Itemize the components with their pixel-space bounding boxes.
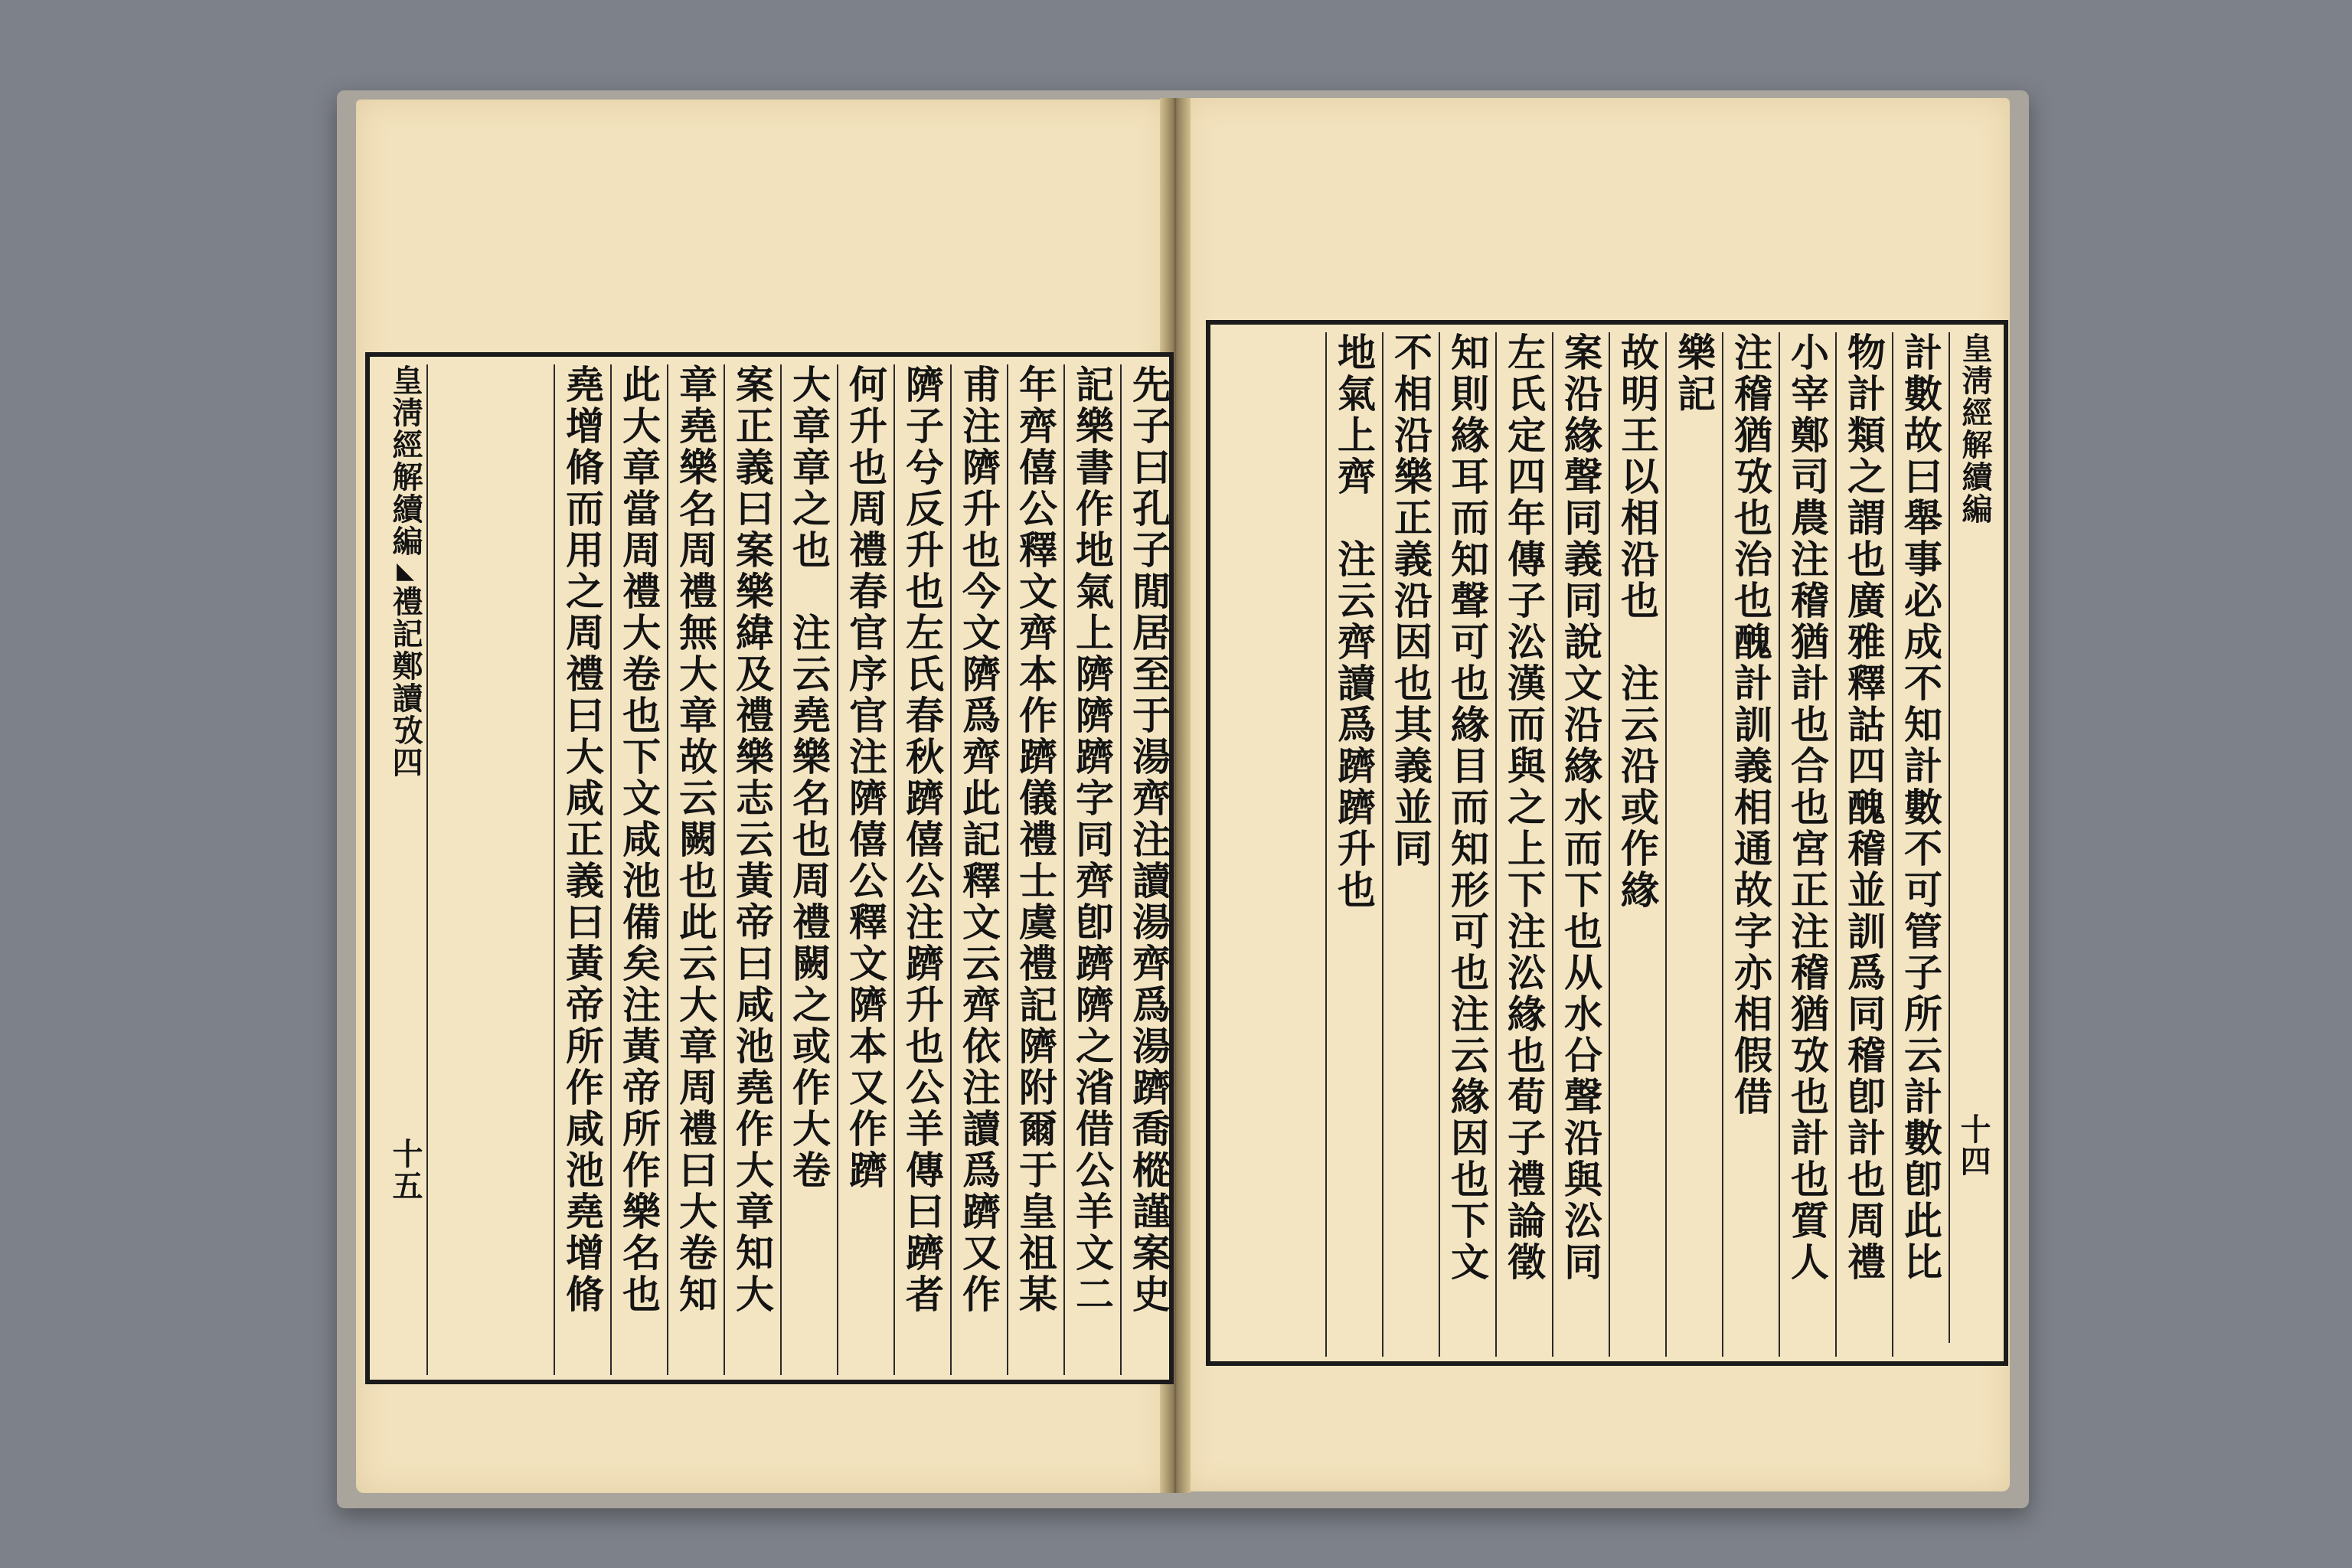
leaf-number: 十五 [387,1138,423,1202]
text-column: 計數故曰舉事必成不知計數不可管子所云計數卽此比 [1892,332,1947,1357]
fish-tail-mark: ◣ [392,557,419,586]
text-column: 大章章之也 注云堯樂名也周禮闕之或作大卷 [780,364,835,1375]
leaf-number: 十四 [1955,1113,1991,1178]
text-column: 年齊僖公釋文齊本作躋儀禮士虞禮記隮附爾于皇祖某 [1007,364,1062,1375]
text-column: 注稽猶攷也治也醜計訓義相通故字亦相假借 [1722,332,1777,1357]
text-column: 故明王以相沿也 注云沿或作緣 [1609,332,1664,1357]
text-column: 隮子兮反升也左氏春秋躋僖公注躋升也公羊傳曰躋者 [893,364,949,1375]
text-column: 物計類之謂也廣雅釋詁四醜稽並訓爲同稽卽計也周禮 [1835,332,1890,1357]
text-column: 知則緣耳而知聲可也緣目而知形可也注云緣因也下文 [1439,332,1494,1357]
right-text-frame [1206,320,2008,1366]
text-column: 何升也周禮春官序官注隮僖公釋文隮本又作躋 [837,364,892,1375]
section-heading: 樂記 [1665,332,1720,1357]
chapter-label: 禮記鄭讀攷四 [387,586,423,779]
text-column: 左氏定四年傳子㳂漢而與之上下注㳂緣也荀子禮論徵 [1495,332,1550,1357]
text-column: 小宰鄭司農注稽猶計也合也宮正注稽猶攷也計也質人 [1779,332,1834,1357]
text-column: 不相沿樂正義沿因也其義並同 [1382,332,1437,1357]
text-column: 此大章當周禮大卷也下文咸池備矣注黃帝所作樂名也 [610,364,665,1375]
text-column: 記樂書作地氣上隮隮躋字同齊卽躋隮之渻借公羊文二 [1063,364,1119,1375]
text-column: 堯增脩而用之周禮曰大咸正義曰黃帝所作咸池堯增脩 [554,364,609,1375]
text-column: 先子曰孔子閒居至于湯齊注讀湯齊爲湯躋喬樅謹案史 [1120,364,1175,1375]
text-column: 案沿緣聲同義同說文沿緣水而下也从水㕣聲沿與㳂同 [1552,332,1607,1357]
margin-title: 皇淸經解續編 [387,364,423,557]
text-column: 地氣上齊 注云齊讀爲躋躋升也 [1325,332,1380,1357]
left-text-frame [365,352,1174,1384]
text-column: 章堯樂名周禮無大章故云闕也此云大章周禮曰大卷知 [667,364,722,1375]
margin-title: 皇淸經解續編 [1957,332,1993,525]
text-column: 甫注隮升也今文隮爲齊此記釋文云齊依注讀爲躋又作 [950,364,1005,1375]
text-column: 案正義曰案樂緯及禮樂志云黃帝曰咸池堯作大章知大 [724,364,779,1375]
